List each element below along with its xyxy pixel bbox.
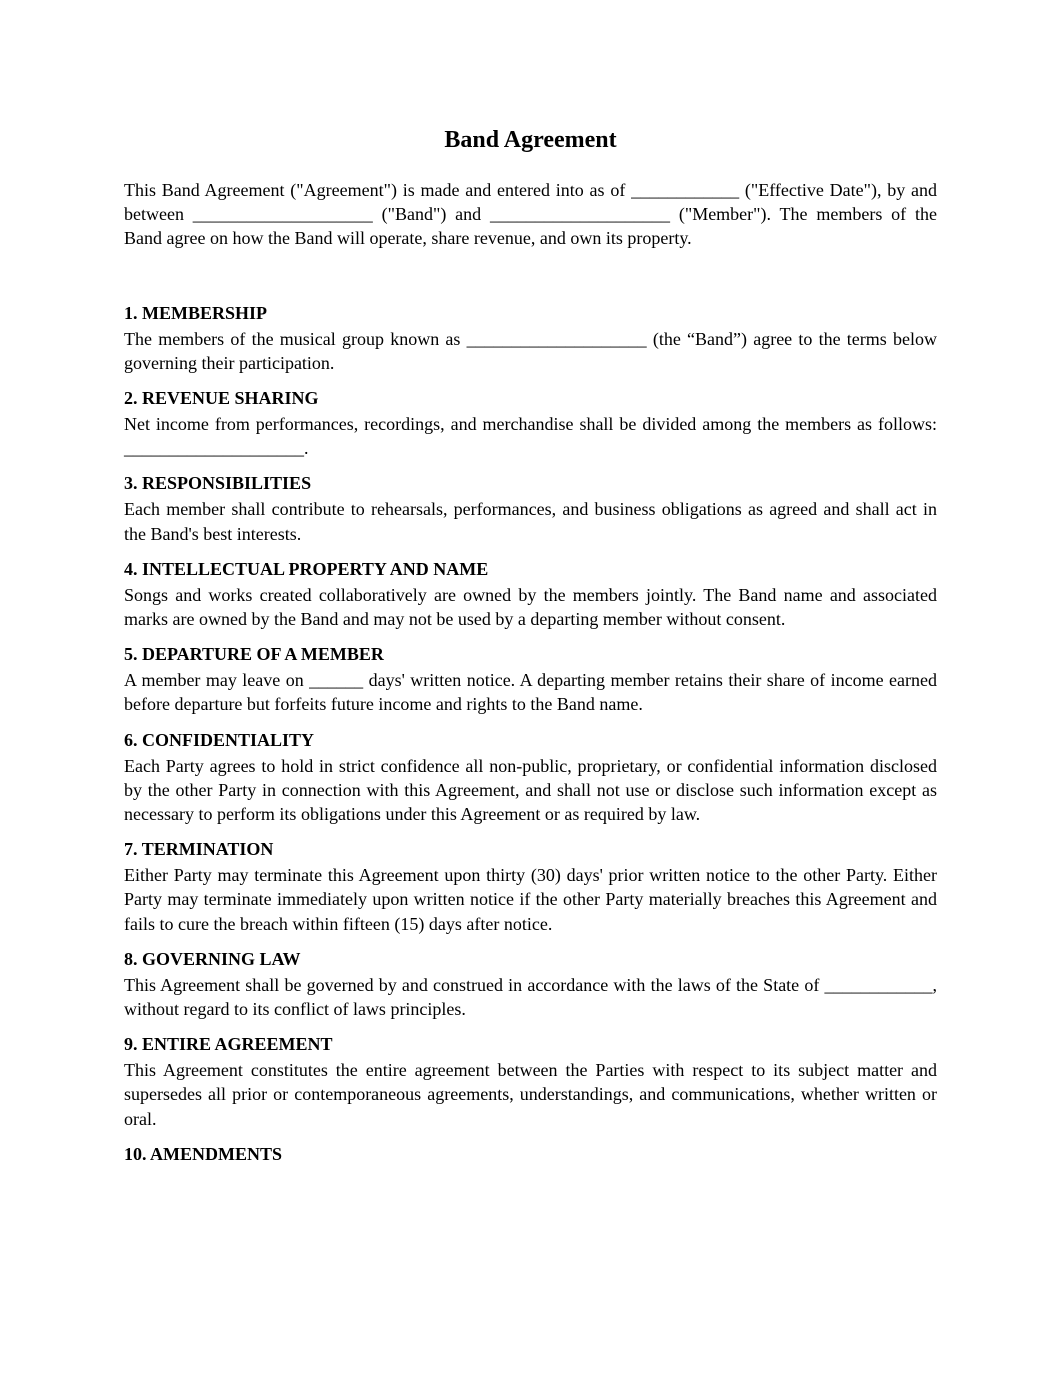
section-heading-text: DEPARTURE OF A MEMBER	[142, 644, 384, 665]
section-body: A member may leave on ______ days' written notice. A departing member retains their share of income earned before departure but forfeits future income and rights to the Band name.	[124, 670, 937, 715]
section-heading-text: ENTIRE AGREEMENT	[142, 1034, 333, 1055]
section-body: Songs and works created collaboratively are owned by the members jointly. The Band name and associated marks are owned by the Band and may not be used by a departing member without consent.	[124, 584, 937, 630]
section-heading-text: REVENUE SHARING	[142, 388, 319, 409]
section-heading-text: CONFIDENTIALITY	[142, 729, 315, 750]
section	[124, 640, 937, 716]
section	[124, 1030, 937, 1131]
sections-list	[124, 299, 937, 1168]
section-heading-text: INTELLECTUAL PROPERTY AND NAME	[142, 558, 489, 579]
section-heading	[124, 1140, 937, 1168]
section-heading-text: TERMINATION	[141, 839, 274, 860]
section	[124, 945, 937, 1021]
section-heading	[124, 1030, 937, 1058]
section-number: 2.	[124, 388, 138, 409]
section-body: This Agreement constitutes the entire agreement between the Parties with respect to its subject matter and supersedes all prior or contemporaneous agreements, understandings, and communications, whether written or oral.	[124, 1060, 937, 1129]
section-number: 4.	[124, 558, 138, 579]
document-title: Band Agreement	[444, 127, 617, 153]
section-heading	[124, 384, 937, 412]
section-body: The members of the musical group known as ____________________ (the “Band”) agree to the terms below governing their participation.	[124, 328, 937, 373]
section-heading	[124, 835, 937, 863]
section	[124, 835, 937, 936]
section	[124, 299, 937, 375]
section-heading	[124, 555, 937, 583]
section-number: 5.	[124, 644, 138, 665]
section-number: 8.	[124, 948, 138, 969]
section	[124, 555, 937, 631]
section	[124, 726, 937, 827]
section-number: 1.	[124, 302, 138, 323]
section-body: Each Party agrees to hold in strict confidence all non-public, proprietary, or confidential information disclosed by the other Party in connection with this Agreement, and shall not use or disclose such information except as necessary to perform its obligations under this Agreement or as required by law.	[124, 755, 937, 825]
section-heading	[124, 640, 937, 668]
section-heading-text: MEMBERSHIP	[142, 302, 268, 323]
section	[124, 1140, 937, 1168]
section-heading	[124, 299, 937, 327]
section-heading	[124, 726, 937, 754]
section-number: 6.	[124, 729, 138, 750]
document-page	[124, 122, 937, 1177]
section-body: Net income from performances, recordings, and merchandise shall be divided among the members as follows: ____________________.	[124, 414, 937, 459]
section-body: This Agreement shall be governed by and construed in accordance with the laws of the State of ____________, without regard to its conflict of laws principles.	[124, 974, 937, 1020]
section-number: 7.	[124, 839, 138, 860]
section-body: Each member shall contribute to rehearsals, performances, and business obligations as agreed and shall act in the Band's best interests.	[124, 499, 937, 544]
section-number: 9.	[124, 1034, 138, 1055]
section-heading-text: GOVERNING LAW	[142, 948, 301, 969]
section-number: 10.	[124, 1143, 147, 1164]
section-heading-text: AMENDMENTS	[150, 1143, 283, 1164]
section	[124, 384, 937, 460]
section-number: 3.	[124, 473, 138, 494]
section-heading	[124, 945, 937, 973]
section-heading-text: RESPONSIBILITIES	[142, 473, 312, 494]
intro-paragraph: This Band Agreement ("Agreement") is made and entered into as of ____________ ("Effective Date"), by and between ____________________ ("Band") and ____________________ ("Member"). The members of the Band agree on how the Band will operate, share revenue, and own its property.	[124, 180, 937, 249]
section	[124, 469, 937, 545]
section-body: Either Party may terminate this Agreement upon thirty (30) days' prior written notice to the other Party. Either Party may terminate immediately upon written notice if the other Party materially breaches this Agreement and fails to cure the breach within fifteen (15) days after notice.	[124, 865, 937, 934]
section-heading	[124, 469, 937, 497]
